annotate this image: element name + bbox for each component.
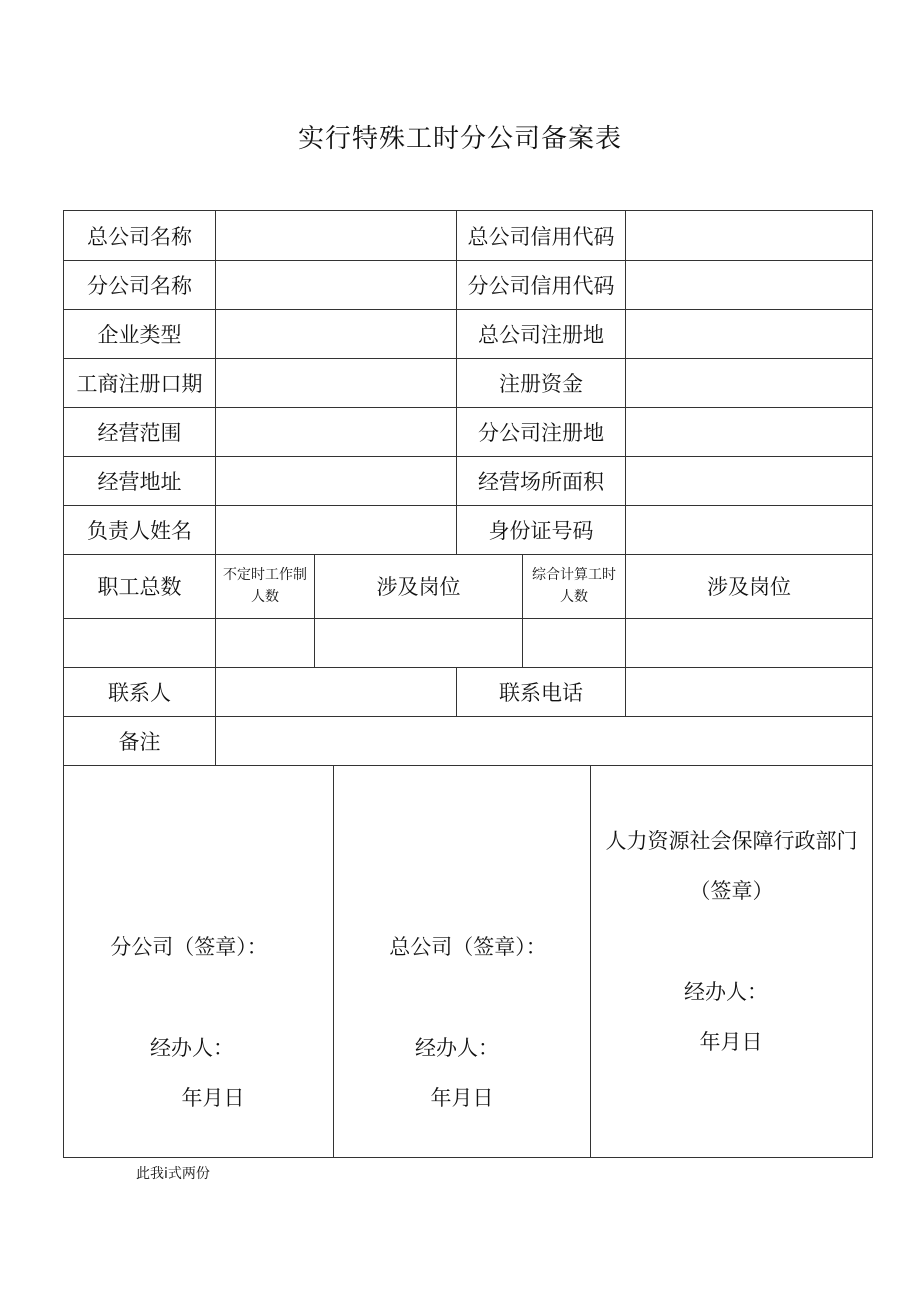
branch-handler-label: 经办人： (150, 1036, 234, 1060)
filing-form-table (63, 210, 873, 1158)
remarks-field[interactable] (216, 716, 872, 765)
hq-credit-field[interactable] (626, 211, 872, 260)
staff-total-label: 职工总数 (97, 575, 182, 599)
business-scope-label: 经营范围 (97, 420, 182, 445)
contact-phone-field[interactable] (626, 667, 872, 716)
reg-date-label: 工商注册口期 (76, 371, 203, 396)
flexible-hours-count-label (216, 554, 314, 618)
posts-label-2: 涉及岗位 (707, 575, 791, 599)
posts-field-2[interactable] (626, 618, 872, 667)
contact-label: 联系人 (108, 680, 171, 705)
hq-seal-label: 总公司（签章）： (389, 935, 547, 959)
hr-dept-label: 人力资源社会保障行政部门 (605, 829, 858, 853)
branch-date-label: 年月日 (181, 1086, 245, 1110)
branch-reg-place-label: 分公司注册地 (478, 420, 604, 445)
staff-total-field[interactable] (64, 618, 215, 667)
hq-handler-label: 经办人： (415, 1036, 499, 1060)
business-address-field[interactable] (216, 456, 456, 505)
flexible-hours-label-line2: 人数 (251, 589, 279, 605)
flexible-hours-label-line1: 不定时工作制 (223, 567, 307, 583)
contact-field[interactable] (216, 667, 456, 716)
hr-handler-label: 经办人： (684, 980, 768, 1004)
hq-credit-label: 总公司信用代码 (467, 224, 615, 249)
hq-name-field[interactable] (216, 211, 456, 260)
comprehensive-hours-count-label (523, 554, 625, 618)
remarks-label: 备注 (118, 729, 161, 754)
branch-name-field[interactable] (216, 260, 456, 309)
col-divider (590, 765, 591, 1157)
branch-seal-label: 分公司（签章）： (110, 935, 268, 959)
contact-phone-label: 联系电话 (499, 680, 583, 705)
hq-reg-place-field[interactable] (626, 309, 872, 358)
responsible-name-label: 负责人姓名 (87, 518, 192, 543)
business-area-field[interactable] (626, 456, 872, 505)
hq-date-label: 年月日 (430, 1086, 494, 1110)
id-number-label: 身份证号码 (488, 518, 594, 543)
row-divider (64, 765, 872, 766)
hr-date-label: 年月日 (699, 1030, 763, 1054)
reg-capital-label: 注册资金 (499, 371, 583, 396)
posts-label-1: 涉及岗位 (376, 575, 461, 599)
reg-capital-field[interactable] (626, 358, 872, 407)
enterprise-type-field[interactable] (216, 309, 456, 358)
comprehensive-label-line1: 综合计算工时 (532, 567, 616, 583)
hr-seal-label: （签章） (689, 879, 774, 903)
flexible-hours-count-field[interactable] (216, 618, 314, 667)
hq-name-label: 总公司名称 (87, 224, 192, 249)
comprehensive-hours-count-field[interactable] (523, 618, 625, 667)
branch-name-label: 分公司名称 (87, 273, 192, 298)
enterprise-type-label: 企业类型 (97, 322, 182, 347)
responsible-name-field[interactable] (216, 505, 456, 554)
branch-credit-field[interactable] (626, 260, 872, 309)
business-area-label: 经营场所面积 (478, 469, 604, 494)
comprehensive-label-line2: 人数 (560, 589, 588, 605)
branch-reg-place-field[interactable] (626, 407, 872, 456)
branch-credit-label: 分公司信用代码 (467, 273, 615, 298)
id-number-field[interactable] (626, 505, 872, 554)
hq-reg-place-label: 总公司注册地 (478, 322, 604, 347)
page-title: 实行特殊工时分公司备案表 (297, 124, 622, 154)
posts-field-1[interactable] (315, 618, 522, 667)
business-scope-field[interactable] (216, 407, 456, 456)
footnote: 此我i式两份 (136, 1166, 210, 1182)
reg-date-field[interactable] (216, 358, 456, 407)
business-address-label: 经营地址 (97, 469, 182, 494)
